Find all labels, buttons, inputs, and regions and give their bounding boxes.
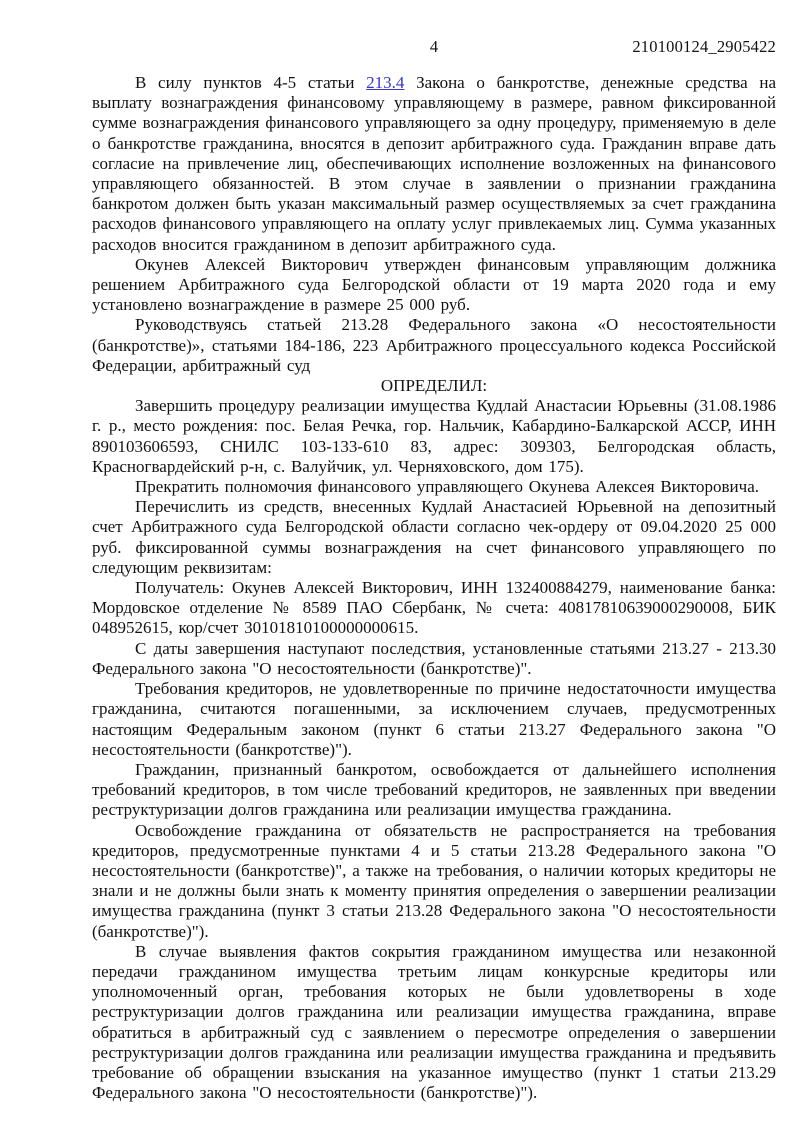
paragraph-consequences: С даты завершения наступают последствия, установленные статьями 213.27 - 213.30 Федерального закона "О несостоятельности (банкротстве)". [92,638,776,678]
paragraph-concealment-review: В случае выявления фактов сокрытия гражданином имущества или незаконной передачи гражданином имущества третьим лицам конкурсные кредиторы или уполномоченный орган, требования которых не были удовлетворены в ходе реструктуризации долгов гражданина или реализации имущества гражданина, вправе обратиться в арбитражный суд с заявлением о пересмотре определения о завершении реструктуризации долгов гражданина или реализации имущества гражданина и предъявить требование об обращении взыскания на указанное имущество (пункт 1 статьи 213.29 Федерального закона "О несостоятельности (банкротстве)"). [92,941,776,1103]
paragraph-manager-appointment: Окунев Алексей Викторович утвержден финансовым управляющим должника решением Арбитражного суда Белгородской области от 19 марта 2020 года и ему установлено вознаграждение в размере 25 000 руб. [92,254,776,315]
page-number: 4 [429,37,439,56]
resolution-heading: ОПРЕДЕЛИЛ: [380,376,488,396]
page-header [92,37,776,57]
paragraph-payment-details: Получатель: Окунев Алексей Викторович, ИНН 132400884279, наименование банка: Мордовское отделение № 8589 ПАО Сбербанк, № счета: 40817810639000290008, БИК 048952615, кор/счет 30101810100000000615. [92,578,776,638]
paragraph-complete-realization: Завершить процедуру реализации имущества Кудлай Анастасии Юрьевны (31.08.1986 г. р., место рождения: пос. Белая Речка, гор. Нальчик, Кабардино-Балкарской АССР, ИНН 890103606593, СНИЛС 103-133-610 83, адрес: 309303, Белгородская область, Красногвардейский р-н, с. Валуйчик, ул. Черняховского, дом 175). [92,396,776,476]
paragraph-transfer-funds: Перечислить из средств, внесенных Кудлай Анастасией Юрьевной на депозитный счет Арбитражного суда Белгородской области согласно чек-ордеру от 09.04.2020 25 000 руб. фиксированной суммы вознаграждения на счет финансового управляющего по следующим реквизитам: [92,497,776,577]
statute-link-213-4[interactable]: 213.4 [366,73,405,92]
intro-text-after-link: Закона о банкротстве, денежные средства на выплату вознаграждения финансовому управляющему в размере, равном фиксированной сумме вознаграждения финансового управляющего за одну процедуру, применяемую в деле о банкротстве гражданина, вносятся в депозит арбитражного суда. Гражданин вправе дать согласие на привлечение лиц, обеспечивающих исполнение возложенных на финансового управляющего обязанностей. В этом случае в заявлении о признании гражданина банкротом должен быть указан максимальный размер осуществляемых за счет гражданина расходов финансового управляющего на оплату услуг привлекаемых лиц. Сумма указанных расходов вносится гражданином в депозит арбитражного суда. [92,73,776,254]
paragraph-debtor-released: Гражданин, признанный банкротом, освобождается от дальнейшего исполнения требований кредиторов, в том числе требований кредиторов, не заявленных при введении реструктуризации долгов гражданина или реализации имущества гражданина. [92,759,776,820]
intro-text-before-link: В силу пунктов 4-5 статьи [135,73,367,92]
paragraph-deposit-rules [92,73,776,255]
document-id: 210100124_2905422 [632,37,776,56]
paragraph-release-exceptions: Освобождение гражданина от обязательств не распространяется на требования кредиторов, предусмотренные пунктами 4 и 5 статьи 213.28 Федерального закона "О несостоятельности (банкротстве)", а также на требования, о наличии которых кредиторы не знали и не должны были знать к моменту принятия определения о завершении реализации имущества гражданина (пункт 3 статьи 213.28 Федерального закона "О несостоятельности (банкротстве)"). [92,820,776,941]
document-body [92,73,776,1103]
paragraph-terminate-manager-powers: Прекратить полномочия финансового управляющего Окунева Алексея Викторовича. [135,477,759,497]
paragraph-creditor-claims-settled: Требования кредиторов, не удовлетворенные по причине недостаточности имущества гражданина, считаются погашенными, за исключением случаев, предусмотренных настоящим Федеральным законом (пункт 6 статьи 213.27 Федерального закона "О несостоятельности (банкротстве)"). [92,679,776,759]
paragraph-guided-by: Руководствуясь статьей 213.28 Федерального закона «О несостоятельности (банкротстве)», статьями 184-186, 223 Арбитражного процессуального кодекса Российской Федерации, арбитражный суд [92,315,776,375]
